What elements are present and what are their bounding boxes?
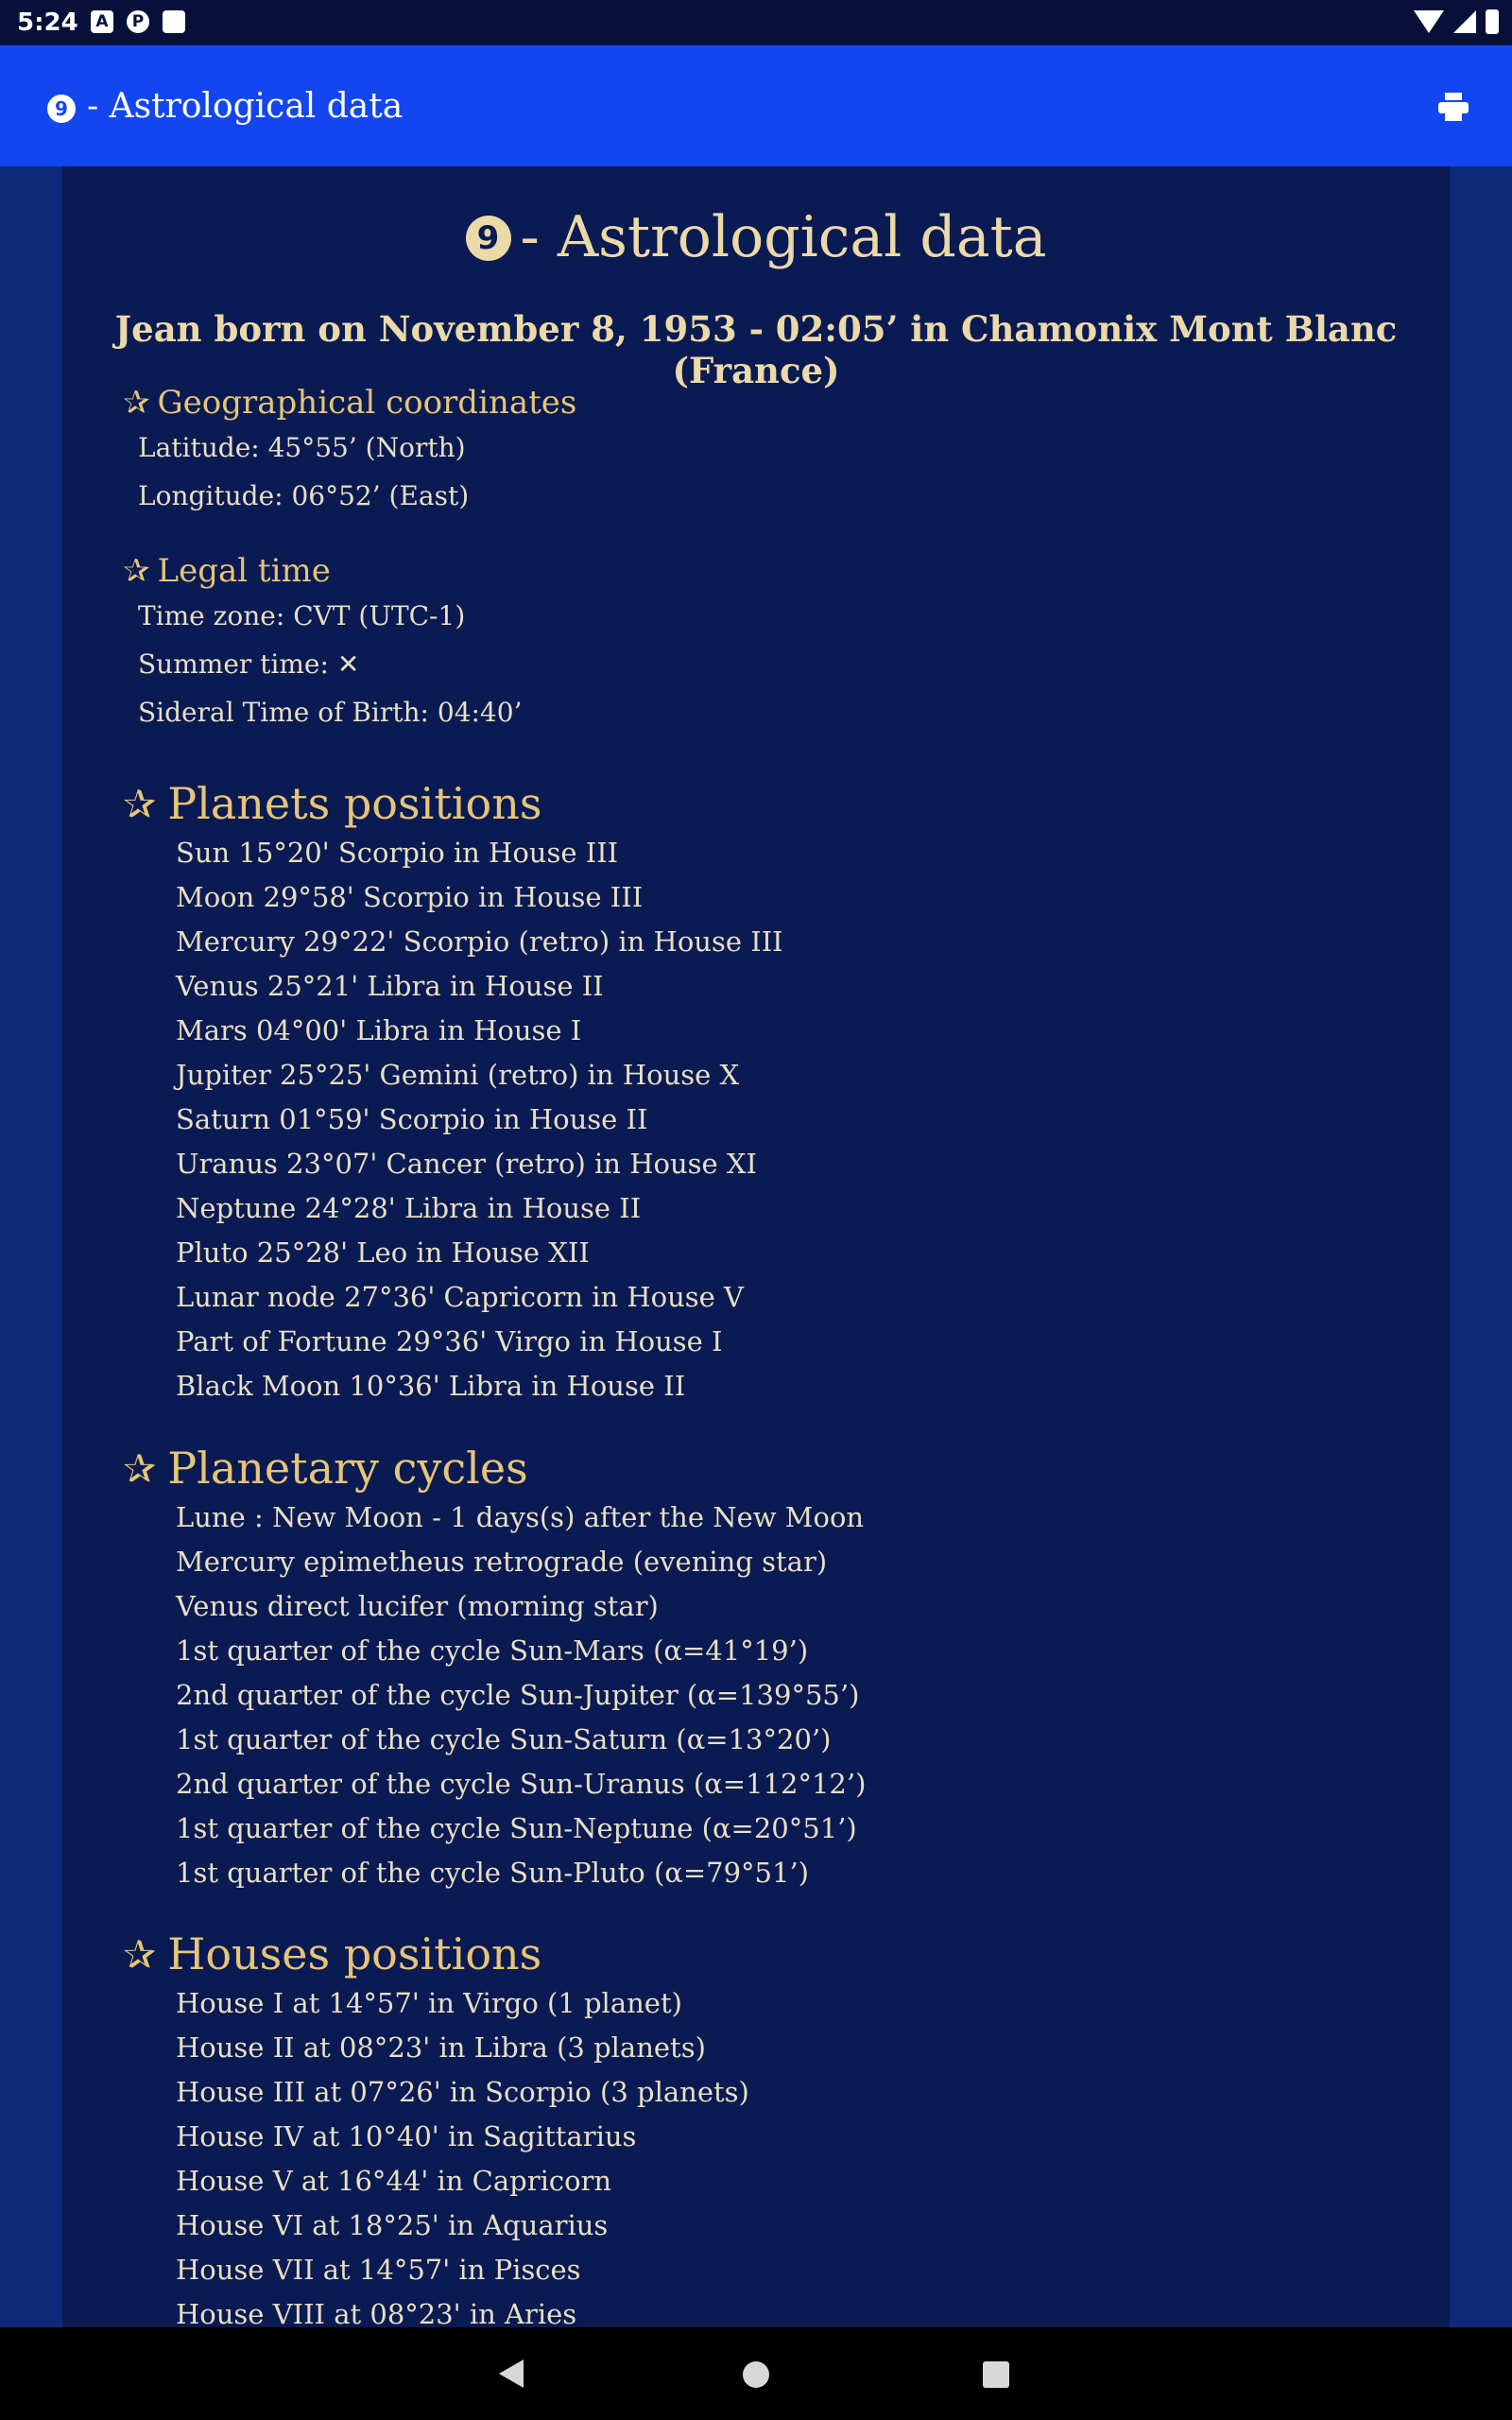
left-margin: [0, 166, 62, 2327]
planet-line: Pluto 25°28' Leo in House XII: [176, 1236, 590, 1269]
time-zone: Time zone: CVT (UTC-1): [138, 600, 466, 631]
house-line: House III at 07°26' in Scorpio (3 planets): [176, 2076, 749, 2108]
house-line: House II at 08°23' in Libra (3 planets): [176, 2031, 706, 2064]
planet-line: Neptune 24°28' Libra in House II: [176, 1192, 642, 1224]
status-bar: [0, 0, 1512, 45]
page-title: [62, 204, 1450, 270]
planet-line: Jupiter 25°25' Gemini (retro) in House X: [176, 1059, 740, 1091]
sideral-time: Sideral Time of Birth: 04:40’: [138, 697, 523, 728]
planet-line: Sun 15°20' Scorpio in House III: [176, 837, 619, 869]
legal-time-heading-text: Legal time: [157, 552, 331, 590]
longitude: Longitude: 06°52’ (East): [138, 480, 470, 511]
battery-icon: [1486, 9, 1499, 34]
cycle-line: 2nd quarter of the cycle Sun-Uranus (α=112°12’): [176, 1768, 867, 1800]
planet-line: Part of Fortune 29°36' Virgo in House I: [176, 1325, 723, 1357]
star-icon: ✰: [123, 780, 157, 827]
navigation-bar: [0, 2327, 1512, 2420]
app-bar: [0, 45, 1512, 166]
birth-subtitle: Jean born on November 8, 1953 - 02:05’ in Chamonix Mont Blanc (France): [114, 308, 1398, 391]
house-line: House V at 16°44' in Capricorn: [176, 2165, 612, 2197]
star-icon: ✰: [123, 1930, 157, 1978]
star-icon: ✰: [123, 384, 150, 422]
cycle-line: 2nd quarter of the cycle Sun-Jupiter (α=139°55’): [176, 1679, 860, 1711]
houses-section: [123, 1927, 749, 2327]
home-icon[interactable]: [743, 2361, 769, 2388]
legal-time-section: [123, 550, 522, 736]
planet-line: Mars 04°00' Libra in House I: [176, 1014, 582, 1046]
planet-line: Mercury 29°22' Scorpio (retro) in House III: [176, 925, 783, 958]
print-icon[interactable]: [1438, 93, 1469, 121]
content-panel[interactable]: [62, 166, 1450, 2327]
planet-line: Saturn 01°59' Scorpio in House II: [176, 1103, 648, 1135]
cycles-heading: [123, 1441, 866, 1495]
notification-a-icon: A: [91, 10, 113, 33]
planet-line: Lunar node 27°36' Capricorn in House V: [176, 1281, 744, 1313]
cycle-line: 1st quarter of the cycle Sun-Mars (α=41°19’): [176, 1634, 809, 1667]
summer-time: Summer time: ✕: [138, 648, 360, 680]
house-line: House VI at 18°25' in Aquarius: [176, 2209, 609, 2241]
cycles-heading-text: Planetary cycles: [167, 1443, 528, 1494]
planet-line: Venus 25°21' Libra in House II: [176, 970, 604, 1002]
planets-section: [123, 776, 783, 1409]
chapter-number-icon: 9: [47, 95, 76, 123]
planets-heading-text: Planets positions: [167, 778, 542, 829]
planet-line: Uranus 23°07' Cancer (retro) in House XI: [176, 1148, 757, 1180]
planet-line: Black Moon 10°36' Libra in House II: [176, 1370, 686, 1402]
cycle-line: Venus direct lucifer (morning star): [176, 1590, 659, 1622]
status-icons-right: [1414, 9, 1499, 34]
cycle-line: 1st quarter of the cycle Sun-Saturn (α=13°20’): [176, 1723, 832, 1755]
house-line: House VIII at 08°23' in Aries: [176, 2298, 577, 2327]
latitude: Latitude: 45°55’ (North): [138, 432, 466, 463]
star-icon: ✰: [123, 1444, 157, 1492]
status-time: 5:24: [17, 9, 78, 37]
geo-heading-text: Geographical coordinates: [157, 384, 577, 422]
planets-heading: [123, 776, 783, 831]
page-title-text: - Astrological data: [520, 204, 1047, 270]
house-line: House VII at 14°57' in Pisces: [176, 2254, 581, 2286]
sd-card-icon: [163, 10, 185, 33]
cycle-line: Lune : New Moon - 1 days(s) after the New Moon: [176, 1501, 865, 1533]
cycle-line: Mercury epimetheus retrograde (evening star): [176, 1546, 828, 1578]
houses-heading: [123, 1927, 749, 1981]
house-line: House I at 14°57' in Virgo (1 planet): [176, 1987, 682, 2019]
status-icons-left: [91, 10, 185, 33]
geo-heading: [123, 382, 576, 424]
recents-icon[interactable]: [983, 2361, 1009, 2388]
house-line: House IV at 10°40' in Sagittarius: [176, 2120, 637, 2152]
back-icon[interactable]: [499, 2360, 524, 2388]
star-icon: ✰: [123, 552, 150, 590]
houses-heading-text: Houses positions: [167, 1928, 542, 1979]
cycle-line: 1st quarter of the cycle Sun-Neptune (α=20°51’): [176, 1812, 857, 1844]
signal-icon: [1453, 10, 1476, 33]
wifi-icon: [1414, 10, 1444, 33]
geo-section: [123, 382, 576, 520]
chapter-number-icon: 9: [466, 216, 511, 261]
notification-p-icon: P: [127, 10, 149, 33]
planet-line: Moon 29°58' Scorpio in House III: [176, 881, 644, 913]
right-margin: [1450, 166, 1512, 2327]
legal-time-heading: [123, 550, 522, 592]
app-bar-title: - Astrological data: [87, 87, 404, 126]
cycle-line: 1st quarter of the cycle Sun-Pluto (α=79°51’): [176, 1857, 809, 1889]
cycles-section: [123, 1441, 866, 1895]
